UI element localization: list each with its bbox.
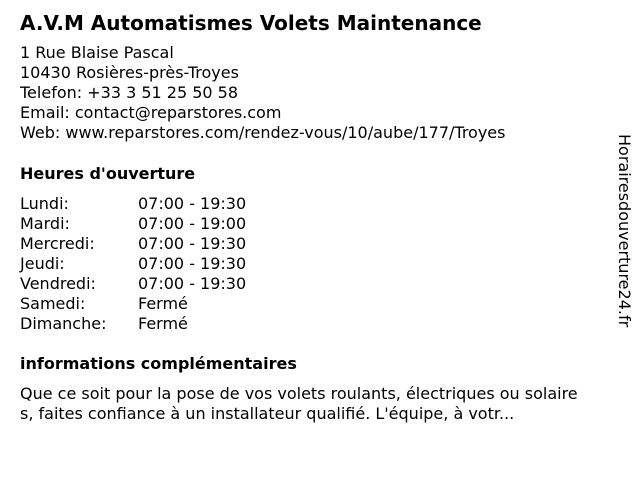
business-name: A.V.M Automatismes Volets Maintenance [20, 11, 482, 35]
day-label: Mardi: [20, 214, 70, 233]
day-hours: Fermé [138, 294, 188, 313]
street-address: 1 Rue Blaise Pascal [20, 43, 174, 62]
additional-info-heading: informations complémentaires [20, 354, 297, 373]
day-hours: Fermé [138, 314, 188, 333]
site-watermark: Horairesdouverture24.fr [615, 134, 634, 328]
day-hours: 07:00 - 19:30 [138, 274, 247, 293]
opening-hours-table [20, 194, 280, 334]
day-label: Jeudi: [20, 254, 65, 273]
hours-row-monday [20, 194, 280, 214]
city-address: 10430 Rosières-près-Troyes [20, 63, 239, 82]
hours-row-sunday [20, 314, 280, 334]
hours-row-wednesday [20, 234, 280, 254]
day-hours: 07:00 - 19:00 [138, 214, 247, 233]
day-hours: 07:00 - 19:30 [138, 194, 247, 213]
day-label: Samedi: [20, 294, 86, 313]
day-label: Lundi: [20, 194, 69, 213]
day-label: Mercredi: [20, 234, 95, 253]
email-address: Email: contact@reparstores.com [20, 103, 282, 122]
hours-row-saturday [20, 294, 280, 314]
hours-row-tuesday [20, 214, 280, 234]
day-hours: 07:00 - 19:30 [138, 254, 247, 273]
day-hours: 07:00 - 19:30 [138, 234, 247, 253]
hours-row-thursday [20, 254, 280, 274]
phone-number: Telefon: +33 3 51 25 50 58 [20, 83, 239, 102]
contact-info [20, 43, 505, 143]
opening-hours-heading: Heures d'ouverture [20, 164, 196, 183]
additional-info-text: Que ce soit pour la pose de vos volets roulants, électriques ou solaires, faites confiance à un installateur qualifié. L'équipe, à votr... [20, 384, 578, 423]
day-label: Dimanche: [20, 314, 107, 333]
website-url: Web: www.reparstores.com/rendez-vous/10/aube/177/Troyes [20, 123, 506, 142]
day-label: Vendredi: [20, 274, 96, 293]
hours-row-friday [20, 274, 280, 294]
